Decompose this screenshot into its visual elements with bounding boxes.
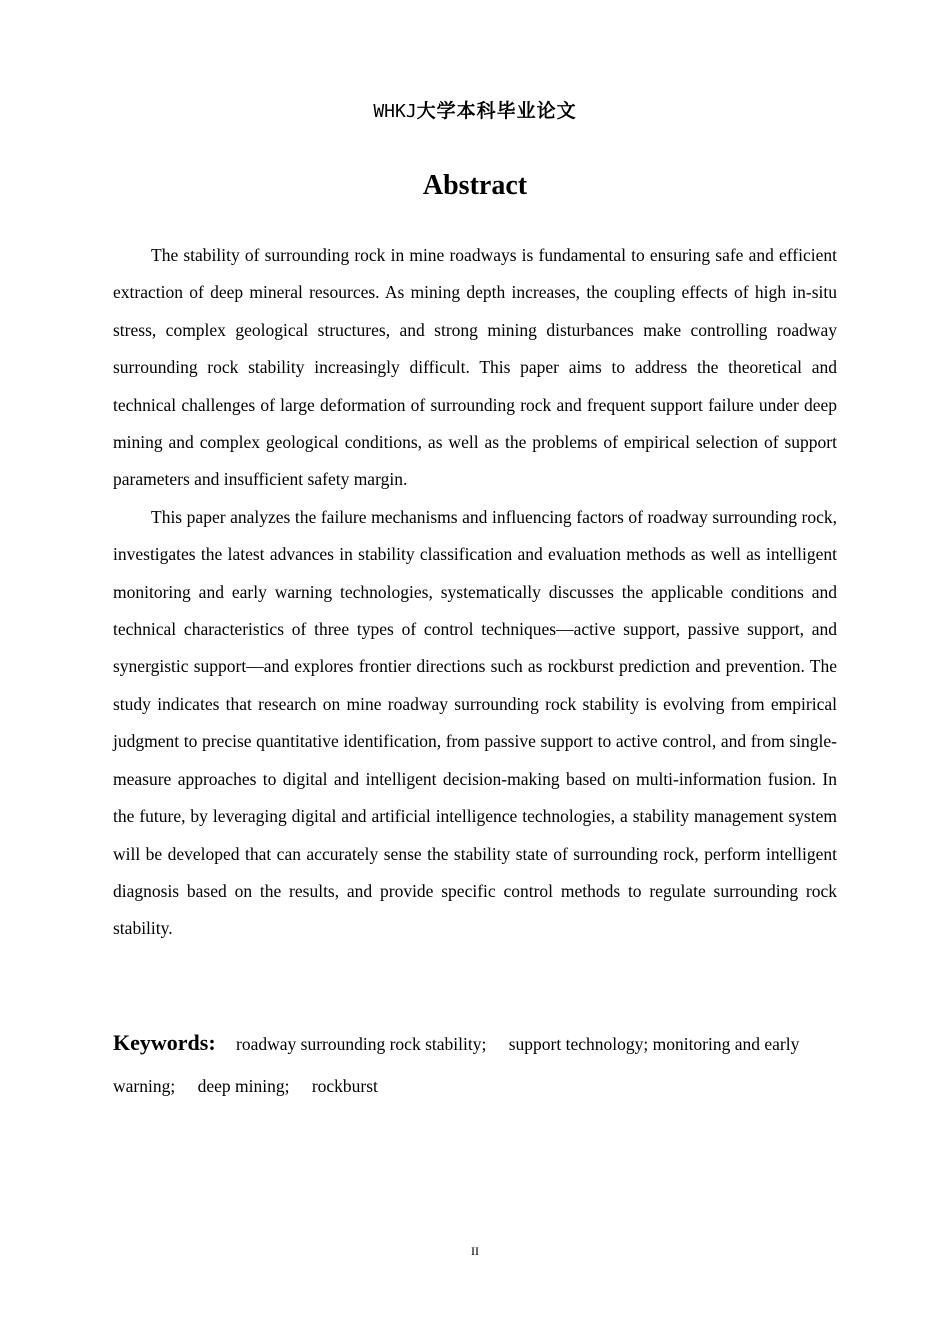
page-title: Abstract <box>422 170 528 201</box>
page-number: II <box>471 1244 479 1258</box>
header-thesis-label: 大学本科毕业论文 <box>416 100 577 122</box>
keywords-section <box>113 1022 837 1107</box>
abstract-body <box>113 237 837 948</box>
header-institution-code: WHKJ <box>373 101 417 122</box>
abstract-paragraph-1: The stability of surrounding rock in mine roadways is fundamental to ensuring safe and efficient extraction of deep mineral resources. As mining depth increases, the coupling effects of high in-situ stress, complex geological structures, and strong mining disturbances make controlling roadway surrounding rock stability increasingly difficult. This paper aims to address the theoretical and technical challenges of large deformation of surrounding rock and frequent support failure under deep mining and complex geological conditions, as well as the problems of empirical selection of support parameters and insufficient safety margin. <box>113 245 837 490</box>
keyword-item: roadway surrounding rock stability; <box>236 1034 487 1054</box>
keywords-label: Keywords: <box>113 1030 216 1055</box>
keyword-item: rockburst <box>311 1076 378 1096</box>
running-header <box>0 96 950 123</box>
keyword-item: support technology; monitoring and early warning; <box>113 1034 800 1096</box>
abstract-paragraph-2: This paper analyzes the failure mechanisms and influencing factors of roadway surrounding rock, investigates the latest advances in stability classification and evaluation methods as well as intelligent monitoring and early warning technologies, systematically discusses the applicable conditions and technical characteristics of three types of control techniques—active support, passive support, and synergistic support—and explores frontier directions such as rockburst prediction and prevention. The study indicates that research on mine roadway surrounding rock stability is evolving from empirical judgment to precise quantitative identification, from passive support to active control, and from single-measure approaches to digital and intelligent decision-making based on multi-information fusion. In the future, by leveraging digital and artificial intelligence technologies, a stability management system will be developed that can accurately sense the stability state of surrounding rock, perform intelligent diagnosis based on the results, and provide specific control methods to regulate surrounding rock stability. <box>113 506 837 939</box>
keyword-item: deep mining; <box>197 1076 290 1096</box>
